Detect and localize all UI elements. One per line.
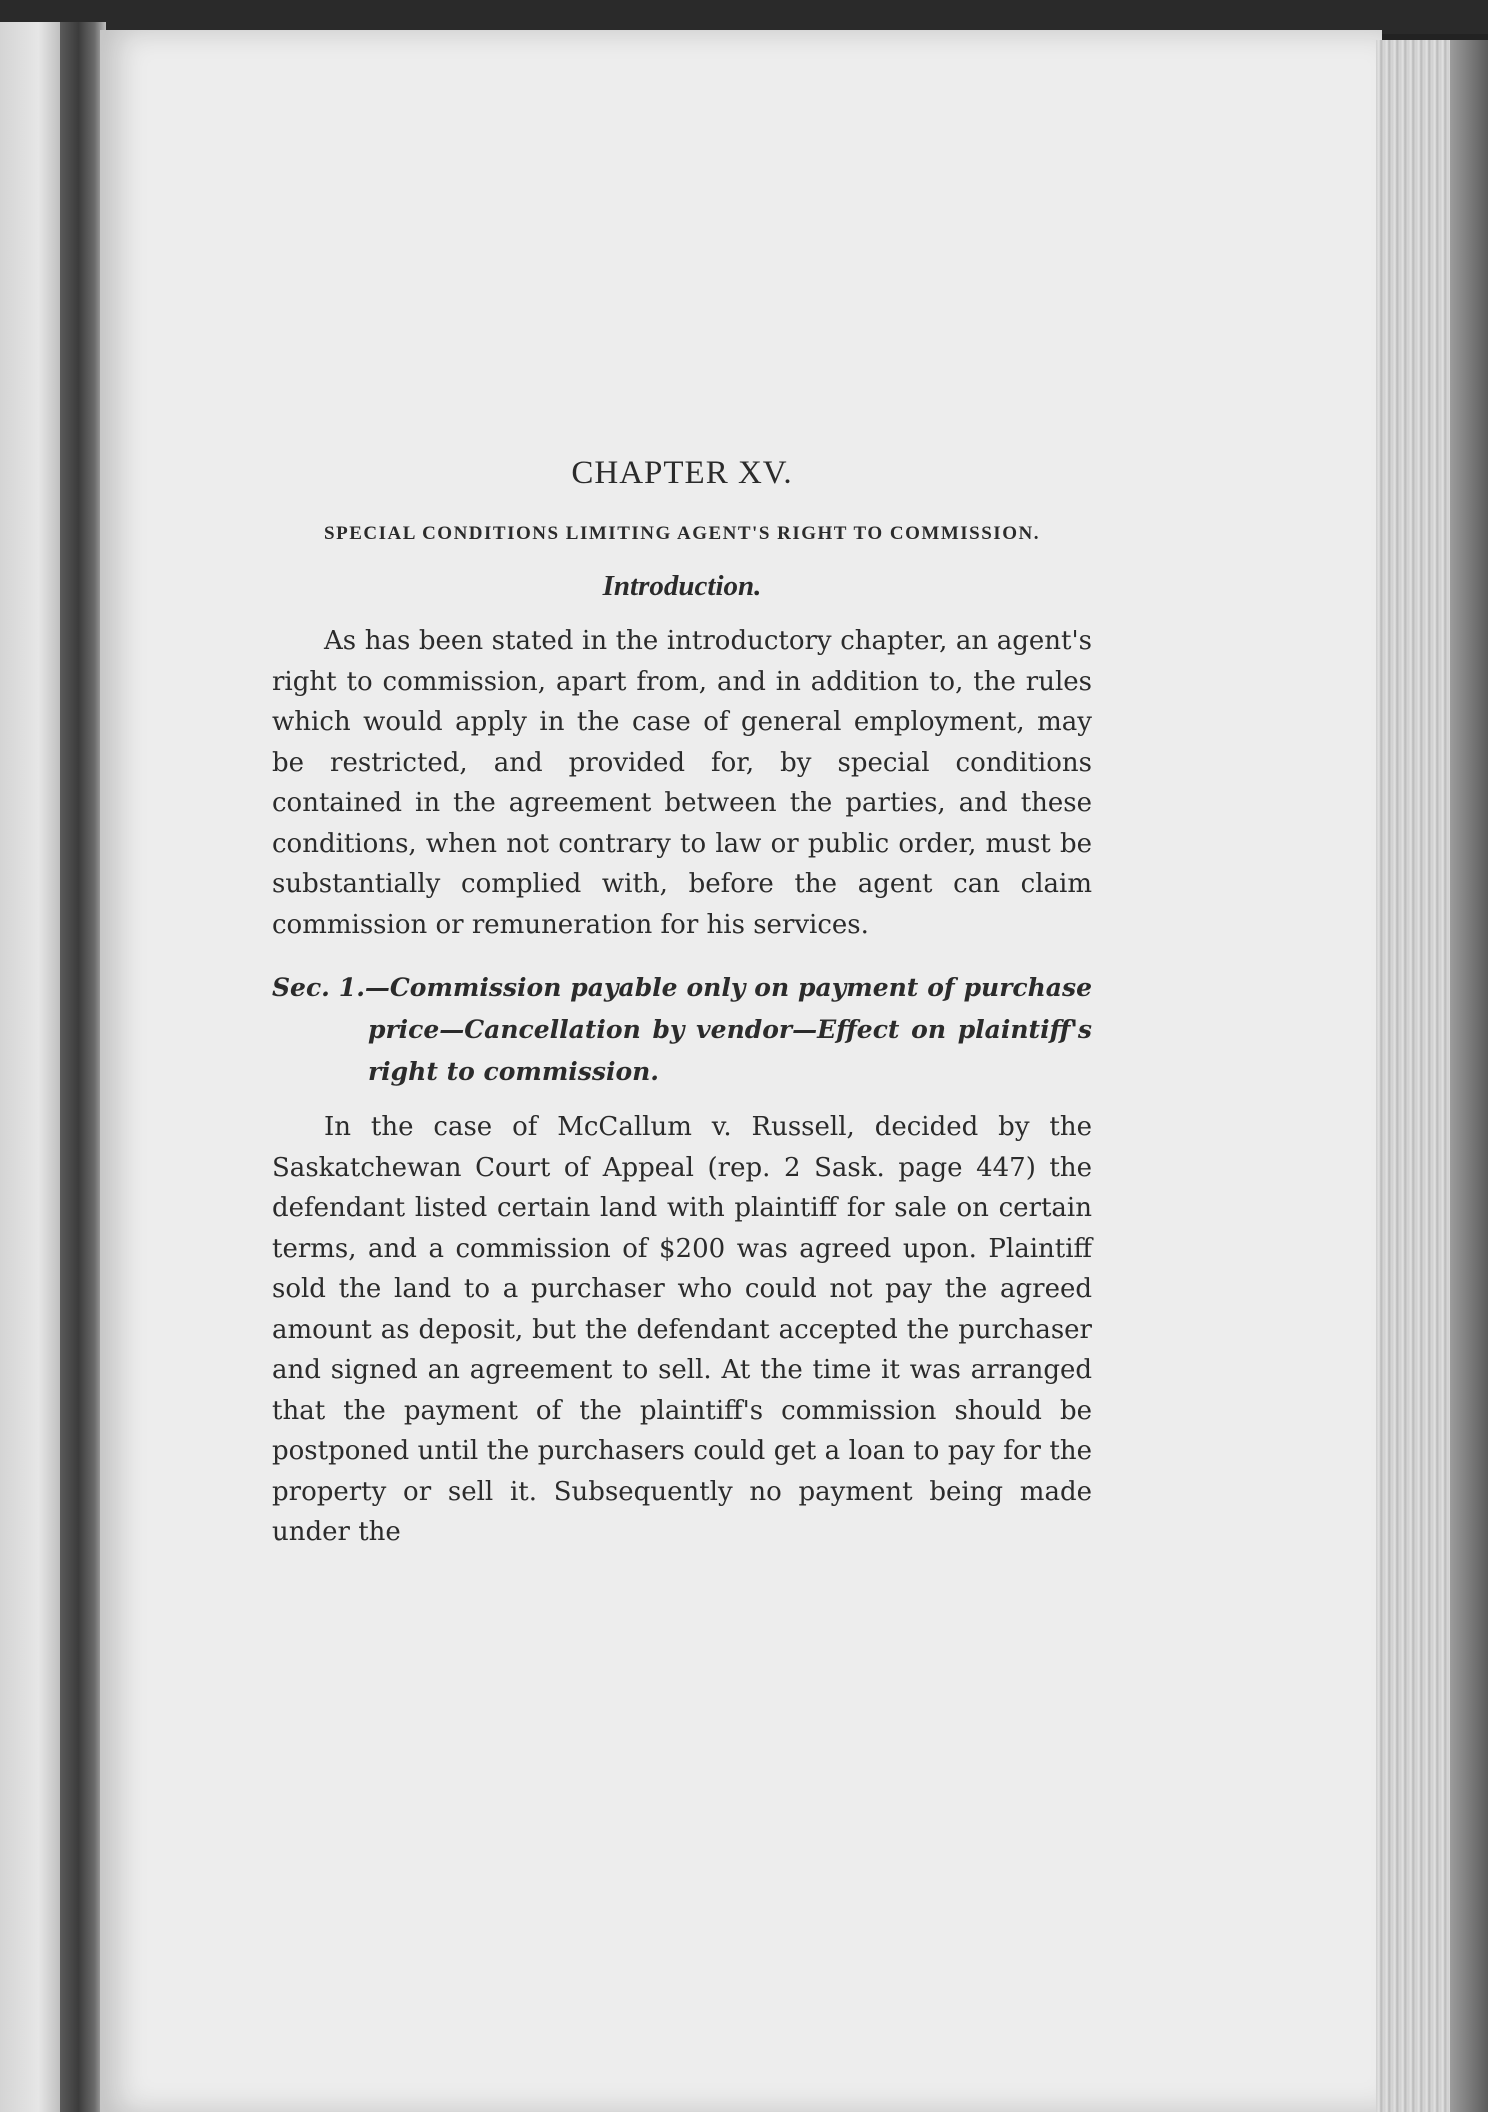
- section-1-paragraph: In the case of McCallum v. Russell, decided by the Saskatchewan Court of Appeal (rep. 2 Sask. page 447) the defendant listed certain land with plaintiff for sale on certain terms, and a commission of $200 was agreed upon. Plaintiff sold the land to a purchaser who could not pay the agreed amount as deposit, but the defendant accepted the purchaser and signed an agreement to sell. At the time it was arranged that the payment of the plaintiff's commission should be postponed until the purchasers could get a loan to pay for the property or sell it. Subsequently no payment being made under the: [272, 1112, 1092, 1547]
- page-text: [272, 455, 1092, 1575]
- chapter-heading: SPECIAL CONDITIONS LIMITING AGENT'S RIGHT TO COMMISSION.: [324, 523, 1040, 544]
- scanner-top-border: [0, 0, 1488, 34]
- introduction-paragraph: As has been stated in the introductory chapter, an agent's right to commission, apart from, and in addition to, the rules which would apply in the case of general employment, may be restricted, and provided for, by special conditions contained in the agreement between the parties, and these conditions, when not contrary to law or public order, must be substantially complied with, before the agent can claim commission or remuneration for his services.: [272, 626, 1092, 940]
- section-1-heading: Sec. 1.—Commission payable only on payment of purchase price—Cancellation by vendor—Effect on plaintiff's right to commission.: [272, 973, 1092, 1086]
- chapter-title: CHAPTER XV.: [571, 455, 793, 491]
- introduction-subheading: Introduction.: [602, 570, 762, 602]
- book-cover-edge: [1450, 40, 1488, 2112]
